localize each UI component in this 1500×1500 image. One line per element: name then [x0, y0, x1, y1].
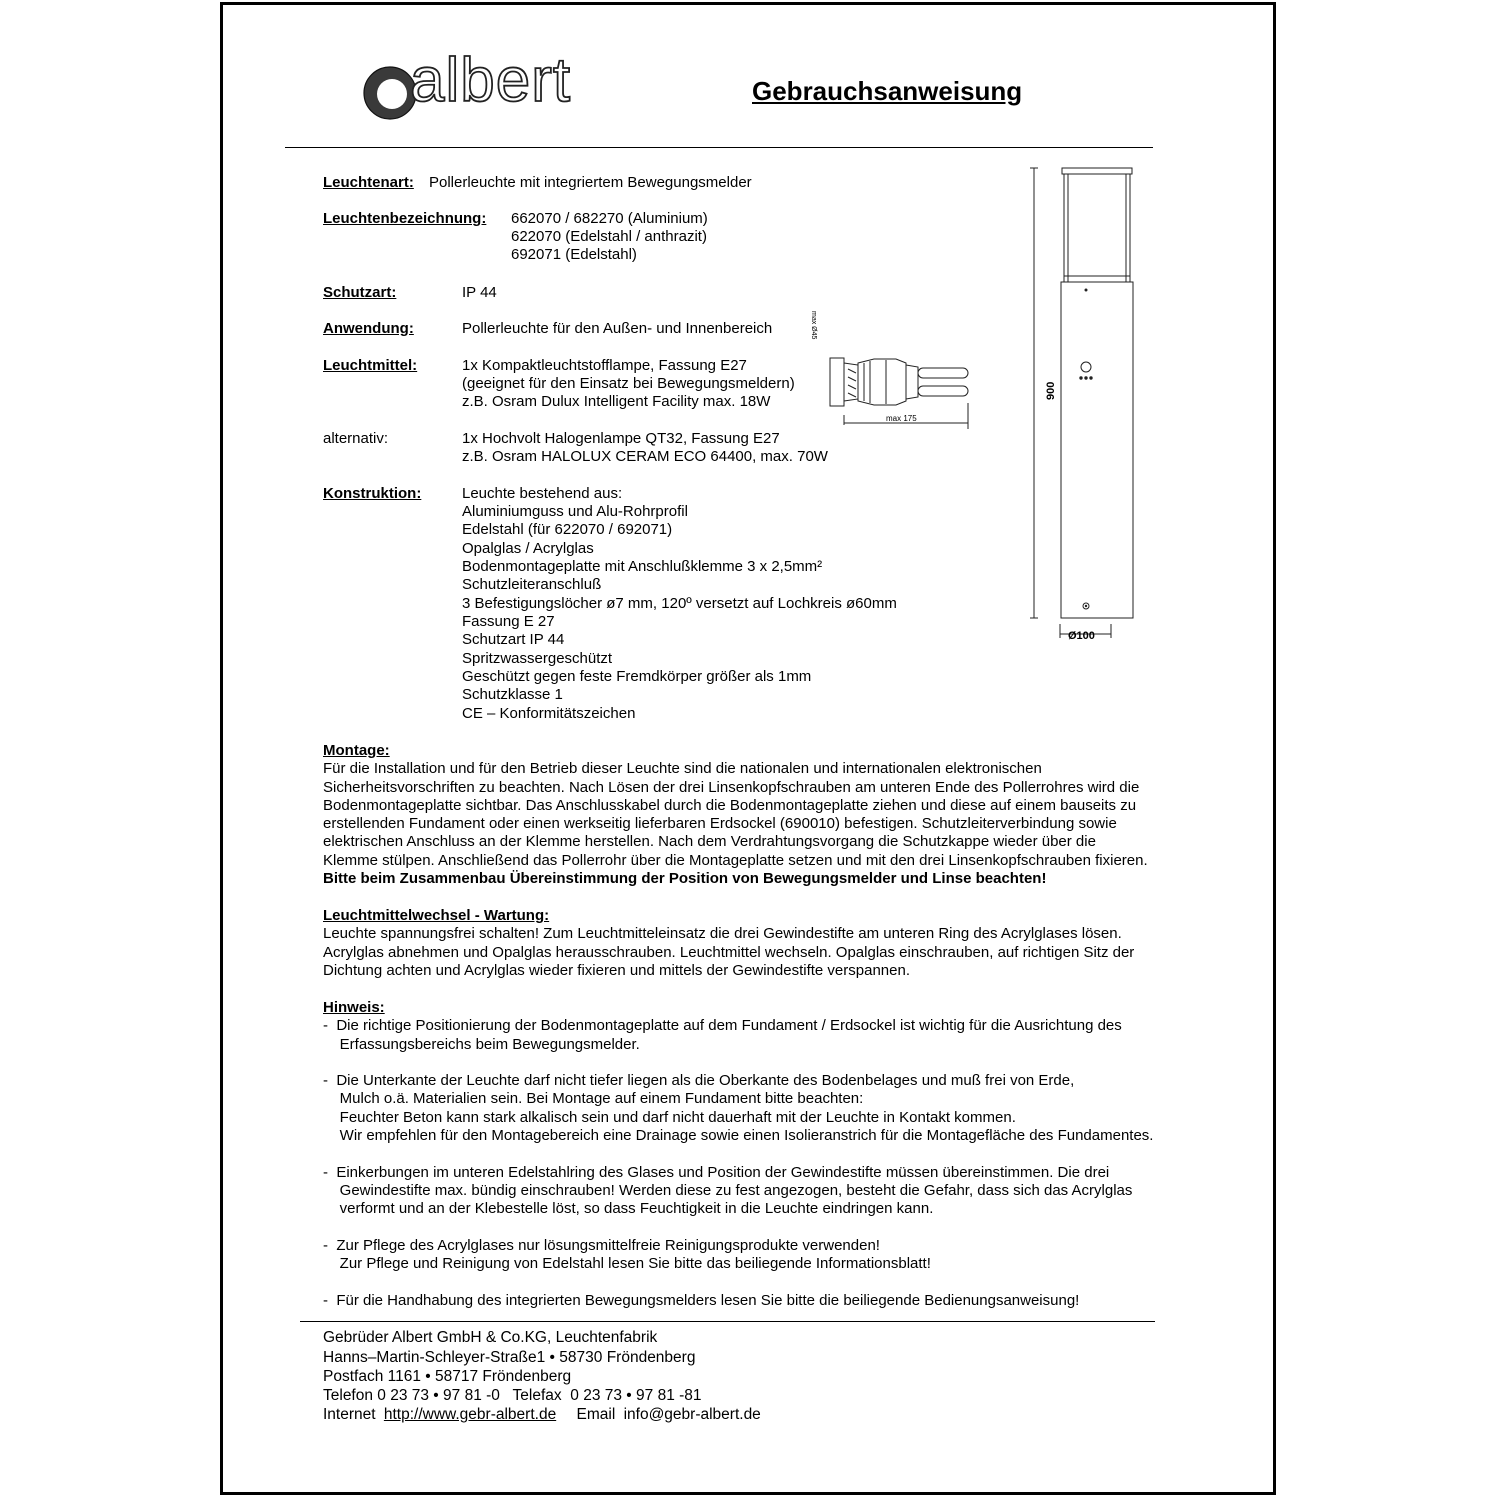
konstruktion-label: Konstruktion:: [323, 485, 422, 502]
montage-line: erstellenden Fundament oder einen werkseitig lieferbaren Erdsockel (690010) befestigen. Schutzleiterverbindung sowie: [323, 815, 1117, 833]
hinweis-heading: Hinweis:: [323, 999, 385, 1016]
bollard-height-dimension: [1030, 168, 1038, 618]
anwendung-value: Pollerleuchte für den Außen- und Innenbereich: [462, 320, 773, 337]
montage-warning: Bitte beim Zusammenbau Übereinstimmung der Position von Bewegungsmelder und Linse beachten!: [323, 870, 1047, 888]
schutzart-label: Schutzart:: [323, 284, 397, 301]
anwendung-label: Anwendung:: [323, 320, 414, 337]
leuchtmittel-line: 1x Kompaktleuchtstofflampe, Fassung E27: [462, 357, 747, 374]
hinweis-line: Zur Pflege und Reinigung von Edelstahl lesen Sie bitte das beiliegende Informationsblatt!: [323, 1255, 931, 1273]
bollard-diagram: [1020, 160, 1120, 650]
wartung-heading: Leuchtmittelwechsel - Wartung:: [323, 907, 550, 924]
footer-phone: Telefon 0 23 73 • 97 81 -0 Telefax 0 23 73 • 97 81 -81: [323, 1387, 702, 1404]
konstruktion-line: Schutzart IP 44: [462, 631, 565, 648]
footer-email-label: Email: [576, 1406, 616, 1423]
logo-text: albert: [410, 46, 572, 115]
bollard-diameter-label: Ø100: [1068, 630, 1095, 642]
lamp-neck: [906, 365, 918, 399]
alternativ-label: alternativ:: [323, 430, 389, 447]
footer-company: Gebrüder Albert GmbH & Co.KG, Leuchtenfabrik: [323, 1329, 658, 1346]
hinweis-line: - Für die Handhabung des integrierten Bewegungsmelders lesen Sie bitte die beiliegende Bedienungsanweisung!: [323, 1291, 1080, 1309]
montage-line: Klemme stülpen. Anschließend das Pollerrohr über die Montageplatte setzen und mit den drei Linsenkopfschrauben fixieren.: [323, 851, 1148, 869]
hinweis-line: - Einkerbungen im unteren Edelstahlring des Glases und Position der Gewindestifte müssen übereinstimmen. Die drei: [323, 1163, 1110, 1181]
leuchtmittel-label: Leuchtmittel:: [323, 357, 418, 374]
konstruktion-line: Schutzklasse 1: [462, 686, 563, 703]
lamp-diagram: [810, 311, 976, 431]
montage-line: Für die Installation und für den Betrieb dieser Leuchte sind die nationalen und internationalen elektronischen: [323, 760, 1042, 778]
footer-address: Hanns–Martin-Schleyer-Straße1 • 58730 Fröndenberg: [323, 1349, 696, 1366]
konstruktion-line: Bodenmontageplatte mit Anschlußklemme 3 x 2,5mm²: [462, 558, 823, 575]
footer-internet-row: [323, 1405, 761, 1425]
konstruktion-line: Spritzwassergeschützt: [462, 650, 613, 667]
hinweis-line: verformt und an der Klebestelle löst, so dass Feuchtigkeit in die Leuchte eindringen kann.: [323, 1200, 934, 1218]
alternativ-line: z.B. Osram HALOLUX CERAM ECO 64400, max. 70W: [462, 448, 828, 465]
montage-line: elektrischen Anschluss an der Klemme herstellen. Nach dem Verdrahtungsvorgang die Schutzkappe wieder über die: [323, 833, 1096, 851]
lamp-thread: [848, 369, 856, 397]
hinweis-line: - Die richtige Positionierung der Bodenmontageplatte auf dem Fundament / Erdsockel ist wichtig für die Ausrichtung des: [323, 1017, 1122, 1035]
hinweis-line: Feuchter Beton kann stark alkalisch sein und darf nicht dauerhaft mit der Leuchte in Kontakt kommen.: [323, 1108, 1016, 1126]
document-title: Gebrauchsanweisung: [752, 76, 1023, 106]
wartung-line: Acrylglas abnehmen und Opalglas herausschrauben. Leuchtmittel wechseln. Opalglas einschrauben, auf richtigen Sitz der: [323, 943, 1135, 961]
hinweis-line: Erfassungsbereichs beim Bewegungsmelder.: [323, 1035, 640, 1053]
wartung-line: Dichtung achten und Acrylglas wieder fixieren und mittels der Gewindestifte verspannen.: [323, 961, 910, 979]
lamp-body: [858, 359, 906, 405]
hinweis-line: Wir empfehlen für den Montagebereich eine Drainage sowie einen Isolieranstrich für die Montagefläche des Fundamentes.: [323, 1127, 1154, 1145]
wartung-line: Leuchte spannungsfrei schalten! Zum Leuchtmitteleinsatz die drei Gewindestifte am unteren Ring des Acrylglases lösen.: [323, 925, 1122, 943]
konstruktion-line: Schutzleiteranschluß: [462, 576, 602, 593]
bezeichnung-line: 662070 / 682270 (Aluminium): [511, 210, 708, 227]
montage-heading: Montage:: [323, 742, 390, 759]
motion-sensor-dot: [1079, 376, 1082, 379]
lamp-tube-upper: [918, 368, 968, 378]
leuchtenart-value: Pollerleuchte mit integriertem Bewegungsmelder: [429, 174, 752, 191]
bollard-height-label: 900: [1045, 381, 1057, 400]
lamp-screw-base: [844, 363, 858, 401]
hinweis-line: - Die Unterkante der Leuchte darf nicht tiefer liegen als die Oberkante des Bodenbelages und muß frei von Erde,: [323, 1072, 1075, 1090]
schutzart-value: IP 44: [462, 284, 497, 301]
hinweis-line: Mulch o.ä. Materialien sein. Bei Montage auf einem Fundament bitte beachten:: [323, 1090, 864, 1108]
leuchtmittel-line: (geeignet für den Einsatz bei Bewegungsmeldern): [462, 375, 795, 392]
konstruktion-line: CE – Konformitätszeichen: [462, 705, 636, 722]
header-rule: [285, 147, 1153, 148]
konstruktion-line: Leuchte bestehend aus:: [462, 485, 623, 502]
leuchtenart-label: Leuchtenart:: [323, 174, 414, 191]
konstruktion-line: Geschützt gegen feste Fremdkörper größer als 1mm: [462, 668, 812, 685]
leuchtmittel-line: z.B. Osram Dulux Intelligent Facility max. 18W: [462, 393, 771, 410]
bollard-marker-dot: [1085, 289, 1088, 292]
montage-section: [323, 742, 1203, 888]
konstruktion-line: Edelstahl (für 622070 / 692071): [462, 521, 673, 538]
website-link[interactable]: http://www.gebr-albert.de: [383, 1406, 557, 1423]
footer-internet-label: Internet: [323, 1406, 376, 1423]
lamp-max45-label: max Ø45: [810, 311, 817, 340]
lamp-body-ribs: [864, 360, 886, 404]
motion-sensor-dot: [1089, 376, 1092, 379]
bezeichnung-line: 622070 (Edelstahl / anthrazit): [511, 228, 707, 245]
hinweis-section: [323, 999, 1203, 1310]
montage-line: Sicherheitsvorschriften zu beachten. Nach Lösen der drei Linsenkopfschrauben am unteren Ende des Pollerrohres wird die: [323, 778, 1140, 796]
lamp-dimension-box: [830, 358, 844, 406]
lamp-tube-lower: [918, 386, 968, 396]
motion-sensor-dot: [1084, 376, 1087, 379]
hinweis-line: - Zur Pflege des Acrylglases nur lösungsmittelfreie Reinigungsprodukte verwenden!: [323, 1236, 880, 1254]
bollard-head-glass: [1068, 174, 1126, 282]
konstruktion-line: 3 Befestigungslöcher ø7 mm, 120º versetzt auf Lochkreis ø60mm: [462, 595, 897, 612]
email-address[interactable]: info@gebr-albert.de: [623, 1406, 761, 1423]
lamp-max175-label: max 175: [886, 414, 917, 423]
footer-postfach: Postfach 1161 • 58717 Fröndenberg: [323, 1368, 572, 1385]
montage-line: Bodenmontageplatte sichtbar. Das Anschlusskabel durch die Bodenmontageplatte ziehen und diese auf einem bauseits zu: [323, 796, 1137, 814]
konstruktion-line: Aluminiumguss und Alu-Rohrprofil: [462, 503, 688, 520]
motion-sensor-lens: [1081, 362, 1091, 372]
bollard-screw-center: [1085, 605, 1087, 607]
bezeichnung-line: 692071 (Edelstahl): [511, 246, 637, 263]
hinweis-line: Gewindestifte max. bündig einschrauben! Werden diese zu fest angezogen, besteht die Gefahr, dass sich das Acrylglas: [323, 1181, 1133, 1199]
konstruktion-line: Opalglas / Acrylglas: [462, 540, 594, 557]
bezeichnung-label: Leuchtenbezeichnung:: [323, 210, 487, 227]
konstruktion-line: Fassung E 27: [462, 613, 555, 630]
footer-rule: [300, 1321, 1155, 1322]
wartung-section: [323, 907, 1203, 980]
alternativ-line: 1x Hochvolt Halogenlampe QT32, Fassung E27: [462, 430, 780, 447]
